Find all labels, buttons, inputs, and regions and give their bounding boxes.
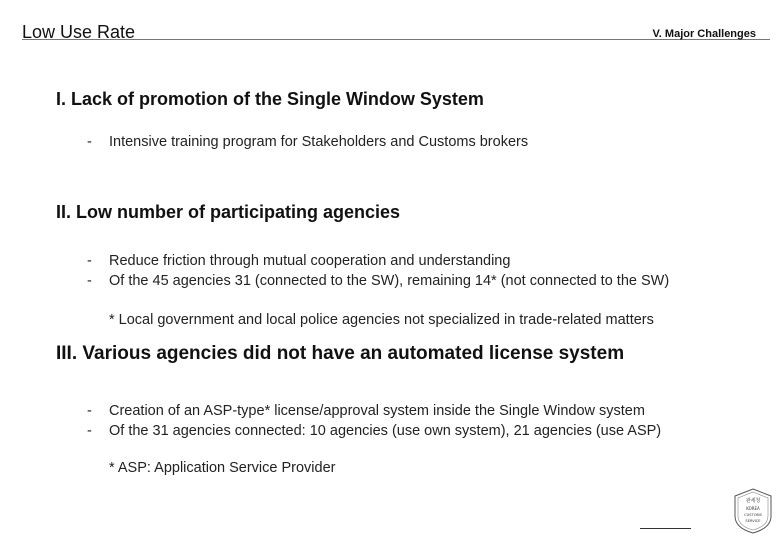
section-3-heading: III. Various agencies did not have an automated license system: [56, 343, 625, 364]
bullet-text: Of the 45 agencies 31 (connected to the SW), remaining 14* (not connected to the SW): [109, 273, 670, 289]
bullet-marker: -: [87, 273, 92, 289]
section-2-bullet-1: [87, 253, 510, 269]
bullet-text: Intensive training program for Stakeholders and Customs brokers: [109, 134, 529, 150]
bullet-marker: -: [87, 423, 92, 439]
svg-text:SERVICE: SERVICE: [745, 519, 761, 523]
section-3-bullet-1: [87, 403, 645, 419]
section-label: V. Major Challenges: [652, 28, 756, 40]
svg-text:KOREA: KOREA: [746, 506, 760, 511]
svg-text:CUSTOMS: CUSTOMS: [744, 513, 762, 517]
signature-line: [640, 528, 691, 529]
page-title: Low Use Rate: [22, 22, 136, 42]
section-1-heading: I. Lack of promotion of the Single Window System: [56, 89, 484, 109]
section-2-bullet-2: [87, 273, 669, 289]
korea-customs-seal-icon: [733, 488, 773, 534]
section-2-footnote: * Local government and local police agencies not specialized in trade-related matters: [109, 312, 654, 328]
bullet-text: Creation of an ASP-type* license/approval system inside the Single Window system: [109, 403, 645, 419]
bullet-marker: -: [87, 403, 92, 419]
bullet-text: Reduce friction through mutual cooperation and understanding: [109, 253, 511, 269]
section-3-bullet-2: [87, 423, 661, 439]
section-3-footnote: * ASP: Application Service Provider: [109, 460, 336, 476]
svg-text:관세청: 관세청: [745, 498, 761, 504]
section-2-heading: II. Low number of participating agencies: [56, 202, 401, 222]
bullet-marker: -: [87, 253, 92, 269]
bullet-text: Of the 31 agencies connected: 10 agencies (use own system), 21 agencies (use ASP): [109, 423, 662, 439]
section-1-bullet-1: [87, 134, 528, 150]
bullet-marker: -: [87, 134, 92, 150]
